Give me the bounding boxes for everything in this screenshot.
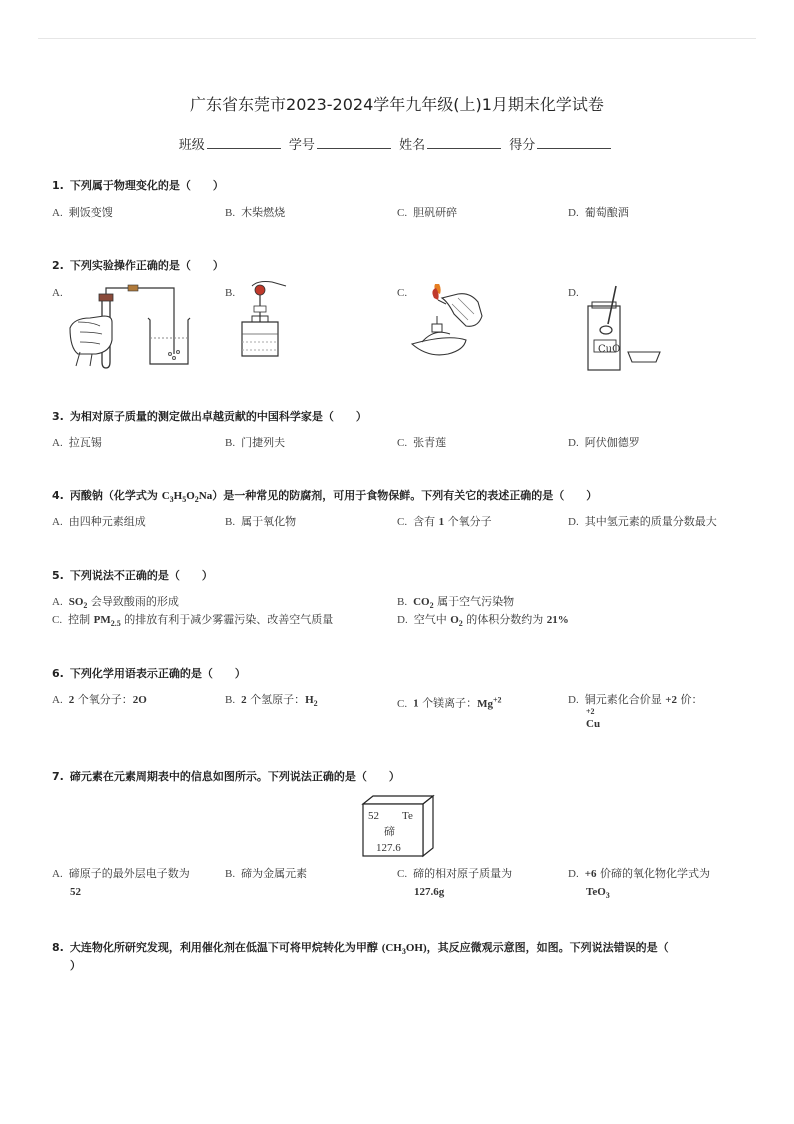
q7-option-a[interactable]: A. 碲原子的最外层电子数为: [52, 867, 190, 880]
field-name-label: 姓名: [399, 138, 426, 153]
q7-option-d-formula: TeO$_3$: [586, 886, 610, 901]
alcohol-lamp-illustration: [408, 284, 498, 362]
q7-option-d[interactable]: D. +6 价碲的氧化物化学式为: [568, 867, 710, 880]
q2-option-d[interactable]: D.: [568, 287, 579, 299]
question-8-stem-end: ）: [70, 959, 81, 972]
q6-option-b[interactable]: B. 2 个氢原子：$H_2$: [225, 693, 318, 709]
sodium-propionate-formula: $C_3H_5O_2Na$: [161, 490, 213, 505]
q4-option-d[interactable]: D. 其中氢元素的质量分数最大: [568, 515, 717, 528]
q2-option-b[interactable]: B.: [225, 287, 236, 299]
question-7-stem: 7. 碲元素在元素周期表中的信息如图所示。下列说法正确的是（ ）: [52, 770, 400, 783]
q2-option-c[interactable]: C.: [397, 287, 408, 299]
q7-option-a-value: 52: [70, 886, 81, 898]
cu-symbol: Cu: [586, 718, 601, 730]
methanol-formula: $(CH_3OH)$: [381, 942, 427, 957]
q3-option-d[interactable]: D. 阿伏伽德罗: [568, 436, 640, 449]
question-2-stem: 2. 下列实验操作正确的是（ ）: [52, 259, 224, 272]
q1-option-a[interactable]: A. 剩饭变馊: [52, 206, 113, 219]
field-id-label: 学号: [288, 138, 315, 153]
student-info-line: [0, 134, 794, 153]
question-5-stem: 5. 下列说法不正确的是（ ）: [52, 569, 213, 582]
q5-option-b[interactable]: B. $CO_2$ 属于空气污染物: [397, 595, 515, 611]
field-class-blank[interactable]: [207, 136, 281, 149]
q1-option-d[interactable]: D. 葡萄酿酒: [568, 206, 629, 219]
field-score-label: 得分: [509, 138, 536, 153]
question-4-stem: 4. 丙酸钠（化学式为 $C_3H_5O_2Na$）是一种常见的防腐剂，可用于食物保鲜。下列有关它的表述正确的是（ ）: [52, 489, 598, 505]
question-3-stem: 3. 为相对原子质量的测定做出卓越贡献的中国科学家是（ ）: [52, 410, 367, 423]
q3-option-c[interactable]: C. 张青莲: [397, 436, 447, 449]
q3-option-b[interactable]: B. 门捷列夫: [225, 436, 286, 449]
field-name-blank[interactable]: [427, 136, 501, 149]
cell-symbol: Te: [402, 810, 413, 822]
q4-option-b[interactable]: B. 属于氧化物: [225, 515, 297, 528]
cuo-bottle-illustration: [580, 284, 666, 374]
question-6-stem: 6. 下列化学用语表示正确的是（ ）: [52, 667, 246, 680]
field-score-blank[interactable]: [537, 136, 611, 149]
q5-option-d[interactable]: D. 空气中 $O_2$ 的体积分数约为 21%: [397, 613, 569, 629]
q2-option-a[interactable]: A.: [52, 287, 63, 299]
dropper-bottle-illustration: [238, 280, 298, 362]
q6-option-d[interactable]: D. 铜元素化合价显 +2 价：: [568, 693, 703, 706]
q1-option-c[interactable]: C. 胆矾研碎: [397, 206, 458, 219]
cell-atomic-number: 52: [368, 810, 379, 822]
question-1-stem: 1. 下列属于物理变化的是（ ）: [52, 179, 224, 192]
cuo-bottle-label: CuO: [598, 344, 621, 355]
q6-option-c[interactable]: C. 1 个镁离子：$Mg^{+2}$: [397, 695, 502, 710]
q7-option-b[interactable]: B. 碲为金属元素: [225, 867, 308, 880]
q4-option-c[interactable]: C. 含有 1 个氧分子: [397, 515, 492, 528]
q1-option-b[interactable]: B. 木柴燃烧: [225, 206, 286, 219]
q7-option-c-value: 127.6g: [414, 886, 445, 898]
question-8-stem: 8. 大连物化所研究发现，利用催化剂在低温下可将甲烷转化为甲醇 $(CH_3OH)$，其反应微观示意图，如图。下列说法错误的是（: [52, 941, 669, 957]
q5-option-a[interactable]: A. $SO_2$ 会导致酸雨的形成: [52, 595, 179, 611]
q3-option-a[interactable]: A. 拉瓦锡: [52, 436, 102, 449]
cell-element-name: 碲: [384, 825, 395, 838]
q6-option-a[interactable]: A. 2 个氧分子：2O: [52, 693, 147, 706]
field-class-label: 班级: [178, 138, 205, 153]
q7-option-c[interactable]: C. 碲的相对原子质量为: [397, 867, 513, 880]
airtightness-check-illustration: [66, 282, 196, 372]
page-title: 广东省东莞市2023-2024学年九年级(上)1月期末化学试卷: [190, 95, 604, 114]
cu-valence-mark: +2: [586, 707, 595, 716]
q5-option-c[interactable]: C. 控制 $PM_{2.5}$ 的排放有利于减少雾霾污染、改善空气质量: [52, 613, 334, 629]
field-id-blank[interactable]: [317, 136, 391, 149]
top-divider: [38, 38, 756, 39]
q4-option-a[interactable]: A. 由四种元素组成: [52, 515, 146, 528]
cell-atomic-mass: 127.6: [376, 842, 401, 854]
